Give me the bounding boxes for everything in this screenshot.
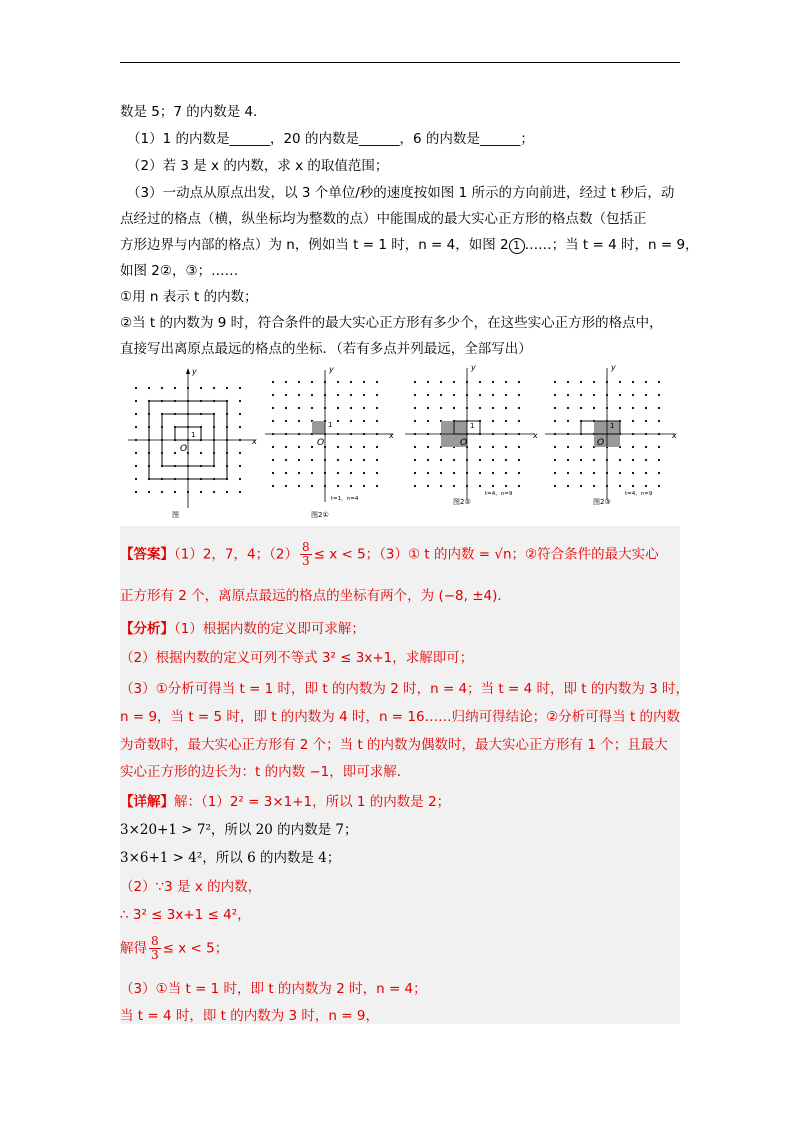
grid-dot (453, 407, 455, 409)
question-1: （1）1 的内数是______，20 的内数是______，6 的内数是______； (127, 131, 534, 147)
fraction-denominator: 3 (301, 554, 310, 568)
analysis-line-4: n = 9，当 t = 5 时，即 t 的内数为 4 时，n = 16……归纳可得结论；②分析可得当 t 的内数 (120, 709, 681, 725)
grid-dot (580, 394, 582, 396)
grid-dot (174, 452, 176, 454)
fraction-8-3 (300, 541, 312, 568)
analysis-text-1: （1）根据内数的定义即可求解； (174, 621, 365, 637)
figure-3 (405, 363, 538, 506)
fig2-param-label: t=1，n=4 (331, 496, 359, 502)
shaded-square (312, 421, 325, 434)
grid-dot (658, 381, 660, 383)
grid-dot (311, 381, 313, 383)
grid-dot (285, 420, 287, 422)
grid-dot (554, 381, 556, 383)
grid-dot (239, 491, 241, 493)
fig3-x-label: x (533, 431, 538, 440)
grid-dot (492, 420, 494, 422)
grid-dot (479, 485, 481, 487)
fig3-one-label: 1 (470, 422, 475, 430)
grid-dot (440, 381, 442, 383)
fraction-numerator: 8 (301, 540, 310, 554)
grid-dot (135, 478, 137, 480)
grid-dot (427, 407, 429, 409)
grid-dot (440, 472, 442, 474)
grid-dot (619, 472, 621, 474)
grid-dot (619, 394, 621, 396)
header-rule (120, 62, 680, 63)
grid-dot (645, 394, 647, 396)
grid-dot (593, 394, 595, 396)
grid-dot (658, 446, 660, 448)
figures-panel (120, 362, 680, 522)
grid-dot (213, 491, 215, 493)
grid-dot (440, 485, 442, 487)
grid-dot (272, 394, 274, 396)
grid-dot (226, 387, 228, 389)
grid-dot (427, 381, 429, 383)
grid-dot (440, 407, 442, 409)
grid-dot (632, 394, 634, 396)
fig3-param-label: t=4，n=9 (485, 491, 513, 497)
fig1-origin-label: O (180, 444, 188, 454)
grid-dot (492, 472, 494, 474)
grid-dot (200, 387, 202, 389)
grid-dot (311, 446, 313, 448)
grid-dot (414, 394, 416, 396)
grid-dot (174, 491, 176, 493)
grid-dot (239, 387, 241, 389)
fig2-y-label: y (329, 365, 334, 374)
grid-dot (554, 472, 556, 474)
answer-part-1-rest: ≤ x < 5；（3）① t 的内数 = √n；②符合条件的最大实心 (313, 546, 659, 563)
grid-dot (492, 381, 494, 383)
grid-dot (440, 459, 442, 461)
fig2-caption: 图2① (311, 511, 329, 519)
grid-dot (427, 459, 429, 461)
grid-dot (376, 420, 378, 422)
detail-line-4: （2）∵3 是 x 的内数， (120, 879, 262, 895)
grid-dot (453, 381, 455, 383)
detail-line-5: ∴ 3² ≤ 3x+1 ≤ 4²， (120, 907, 251, 923)
grid-dot (272, 446, 274, 448)
question-3-line-b: 点经过的格点（横，纵坐标均为整数的点）中能围成的最大实心正方形的格点数（包括正 (120, 211, 647, 227)
grid-dot (453, 485, 455, 487)
grid-dot (518, 394, 520, 396)
grid-dot (285, 381, 287, 383)
grid-dot (350, 485, 352, 487)
question-3-part-2-cont: 直接写出离原点最远的格点的坐标．（若有多点并列最远，全部写出） (120, 341, 532, 357)
fig4-x-label: x (672, 431, 677, 440)
grid-dot (645, 459, 647, 461)
grid-dot (298, 394, 300, 396)
question-2: （2）若 3 是 x 的内数，求 x 的取值范围； (127, 158, 389, 174)
detail-line-3 (120, 846, 340, 866)
grid-dot (311, 472, 313, 474)
grid-dot (619, 459, 621, 461)
detail-text-1: 解：（1）2² = 3×1+1，所以 1 的内数是 2； (174, 794, 451, 810)
grid-dot (298, 407, 300, 409)
grid-dot (632, 446, 634, 448)
grid-dot (213, 387, 215, 389)
grid-dot (567, 381, 569, 383)
grid-dot (427, 420, 429, 422)
grid-dot (200, 491, 202, 493)
grid-dot (239, 413, 241, 415)
grid-dot (632, 485, 634, 487)
grid-dot (376, 446, 378, 448)
grid-dot (272, 485, 274, 487)
grid-dot (580, 407, 582, 409)
grid-dot (554, 446, 556, 448)
grid-dot (518, 381, 520, 383)
analysis-line-1 (120, 617, 365, 637)
grid-dot (518, 407, 520, 409)
grid-dot (239, 426, 241, 428)
grid-dot (645, 420, 647, 422)
grid-dot (479, 446, 481, 448)
grid-dot (567, 446, 569, 448)
grid-dot (363, 394, 365, 396)
grid-dot (226, 491, 228, 493)
fig3-origin-label: O (460, 438, 468, 448)
grid-dot (337, 394, 339, 396)
grid-dot (239, 478, 241, 480)
grid-dot (453, 472, 455, 474)
grid-dot (376, 485, 378, 487)
grid-dot (619, 381, 621, 383)
grid-dot (658, 459, 660, 461)
grid-dot (285, 472, 287, 474)
grid-dot (658, 472, 660, 474)
grid-dot (350, 420, 352, 422)
grid-dot (350, 446, 352, 448)
grid-dot (311, 459, 313, 461)
grid-dot (337, 381, 339, 383)
grid-dot (632, 381, 634, 383)
grid-dot (337, 459, 339, 461)
grid-dot (337, 420, 339, 422)
grid-dot (593, 459, 595, 461)
analysis-line-3: （3）①分析可得当 t = 1 时，即 t 的内数为 2 时，n = 4；当 t = 4 时，即 t 的内数为 3 时， (120, 681, 690, 697)
grid-dot (567, 459, 569, 461)
grid-dot (414, 459, 416, 461)
problem-line-1: 数是 5；7 的内数是 4． (120, 104, 267, 120)
grid-dot (580, 472, 582, 474)
grid-dot (645, 485, 647, 487)
figure-4 (545, 363, 677, 506)
fig2-one-label: 1 (328, 421, 333, 429)
grid-dot (376, 394, 378, 396)
grid-dot (580, 485, 582, 487)
grid-dot (580, 459, 582, 461)
detail-text-3: 3×6+1 > 4²，所以 6 的内数是 4； (120, 850, 341, 866)
grid-dot (658, 407, 660, 409)
grid-dot (272, 459, 274, 461)
grid-dot (414, 472, 416, 474)
grid-dot (554, 485, 556, 487)
question-3-line-c (120, 233, 699, 254)
grid-dot (148, 387, 150, 389)
grid-dot (492, 485, 494, 487)
grid-dot (239, 452, 241, 454)
fig1-y-label: y (192, 367, 197, 376)
fig3-y-label: y (471, 363, 476, 372)
analysis-line-6: 实心正方形的边长为：t 的内数 −1，即可求解． (120, 764, 411, 780)
grid-dot (567, 394, 569, 396)
question-3-line-c-pre: 方形边界与内部的格点）为 n，例如当 t = 1 时，n = 4，如图 2 (120, 237, 509, 253)
grid-dot (505, 485, 507, 487)
detail-line-6 (120, 935, 228, 962)
grid-dot (135, 452, 137, 454)
grid-dot (632, 407, 634, 409)
grid-dot (492, 446, 494, 448)
grid-dot (135, 413, 137, 415)
grid-dot (427, 485, 429, 487)
grid-dot (363, 472, 365, 474)
grid-dot (645, 446, 647, 448)
grid-dot (298, 381, 300, 383)
grid-dot (285, 459, 287, 461)
grid-dot (479, 394, 481, 396)
grid-dot (554, 407, 556, 409)
detail-line-2 (120, 818, 358, 838)
grid-dot (505, 407, 507, 409)
grid-dot (285, 394, 287, 396)
grid-dot (479, 472, 481, 474)
question-3-line-d: 如图 2②，③；…… (120, 263, 239, 279)
grid-dot (492, 407, 494, 409)
grid-dot (363, 485, 365, 487)
fig1-x-label: x (252, 437, 257, 446)
grid-dot (554, 394, 556, 396)
question-3-part-1: ①用 n 表示 t 的内数； (120, 289, 258, 305)
question-3-line-c-post: ……；当 t = 4 时，n = 9， (524, 237, 699, 253)
fig4-param-label: t=4，n=9 (625, 491, 653, 497)
grid-dot (440, 394, 442, 396)
grid-dot (135, 426, 137, 428)
grid-dot (350, 459, 352, 461)
grid-dot (619, 407, 621, 409)
fig2-x-label: x (389, 431, 394, 440)
analysis-tag: 【分析】 (120, 621, 174, 637)
answer-tag: 【答案】 (120, 546, 174, 563)
analysis-line-2: （2）根据内数的定义可列不等式 3² ≤ 3x+1，求解即可； (120, 650, 474, 666)
grid-dot (200, 452, 202, 454)
fig1-caption: 图 (172, 511, 179, 519)
grid-dot (505, 472, 507, 474)
grid-dot (376, 459, 378, 461)
grid-dot (593, 485, 595, 487)
grid-dot (363, 446, 365, 448)
grid-dot (376, 381, 378, 383)
grid-dot (239, 400, 241, 402)
grid-dot (645, 472, 647, 474)
grid-dot (505, 394, 507, 396)
detail-tag: 【详解】 (120, 794, 174, 810)
fig4-y-label: y (611, 363, 616, 372)
grid-dot (505, 459, 507, 461)
grid-dot (567, 485, 569, 487)
grid-dot (285, 485, 287, 487)
grid-dot (285, 407, 287, 409)
grid-dot (298, 472, 300, 474)
grid-dot (337, 472, 339, 474)
fig4-one-label: 1 (610, 422, 615, 430)
grid-dot (479, 407, 481, 409)
grid-dot (414, 381, 416, 383)
answer-part-1: （1）2，7，4；（2） (174, 546, 298, 563)
grid-dot (148, 491, 150, 493)
fig4-caption: 图2③ (593, 498, 611, 506)
grid-dot (337, 407, 339, 409)
grid-dot (479, 381, 481, 383)
grid-dot (632, 459, 634, 461)
grid-dot (363, 459, 365, 461)
grid-dot (298, 459, 300, 461)
grid-dot (567, 472, 569, 474)
answer-line-1 (120, 541, 659, 568)
grid-dot (135, 491, 137, 493)
grid-dot (376, 407, 378, 409)
question-3-part-2: ②当 t 的内数为 9 时，符合条件的最大实心正方形有多少个，在这些实心正方形的格点中， (120, 315, 663, 331)
grid-dot (479, 459, 481, 461)
grid-dot (350, 381, 352, 383)
grid-dot (414, 420, 416, 422)
grid-dot (518, 446, 520, 448)
fraction-8-3-detail (149, 935, 161, 962)
grid-dot (658, 485, 660, 487)
fig1-one-label: 1 (191, 431, 196, 439)
grid-dot (239, 465, 241, 467)
grid-dot (350, 472, 352, 474)
grid-dot (135, 400, 137, 402)
grid-dot (453, 394, 455, 396)
grid-dot (567, 420, 569, 422)
figure-2 (265, 365, 394, 519)
grid-dot (285, 446, 287, 448)
detail-line-1 (120, 790, 450, 810)
grid-dot (593, 407, 595, 409)
grid-dot (311, 485, 313, 487)
grid-dot (505, 446, 507, 448)
grid-dot (505, 381, 507, 383)
grid-dot (632, 472, 634, 474)
grid-dot (135, 465, 137, 467)
grid-dot (645, 381, 647, 383)
y-arrow-icon (186, 368, 190, 374)
grid-dot (518, 459, 520, 461)
grid-dot (554, 459, 556, 461)
grid-dot (363, 407, 365, 409)
fraction-denominator: 3 (151, 948, 159, 962)
grid-dot (272, 381, 274, 383)
grid-dot (298, 420, 300, 422)
detail-line-8: 当 t = 4 时，即 t 的内数为 3 时，n = 9， (120, 1008, 379, 1024)
grid-dot (427, 472, 429, 474)
grid-dot (350, 407, 352, 409)
fig3-caption: 图2② (453, 498, 471, 506)
grid-dot (492, 394, 494, 396)
grid-dot (337, 446, 339, 448)
grid-dot (174, 387, 176, 389)
grid-dot (645, 407, 647, 409)
grid-dot (518, 485, 520, 487)
grid-dot (135, 387, 137, 389)
fraction-numerator: 8 (151, 934, 159, 948)
grid-dot (350, 394, 352, 396)
grid-dot (414, 407, 416, 409)
figure-1 (128, 367, 257, 519)
grid-dot (298, 446, 300, 448)
grid-dot (363, 420, 365, 422)
answer-line-2: 正方形有 2 个，离原点最远的格点的坐标有两个，为 (−8, ±4)． (120, 588, 511, 604)
grid-dot (658, 394, 660, 396)
grid-dot (161, 491, 163, 493)
grid-dot (427, 394, 429, 396)
detail-line-7: （3）①当 t = 1 时，即 t 的内数为 2 时，n = 4； (120, 981, 427, 997)
grid-dot (272, 420, 274, 422)
grid-dot (580, 381, 582, 383)
analysis-line-5: 为奇数时，最大实心正方形有 2 个；当 t 的内数为偶数时，最大实心正方形有 1 个；且最大 (120, 737, 668, 753)
detail-text-6-post: ≤ x < 5； (162, 940, 229, 957)
grid-dot (492, 459, 494, 461)
grid-dot (518, 472, 520, 474)
grid-dot (311, 394, 313, 396)
grid-dot (272, 407, 274, 409)
grid-dot (311, 407, 313, 409)
detail-text-2: 3×20+1 > 7²，所以 20 的内数是 7； (120, 822, 358, 838)
fig2-origin-label: O (317, 438, 325, 448)
grid-dot (632, 420, 634, 422)
grid-dot (376, 472, 378, 474)
fig4-origin-label: O (597, 438, 605, 448)
grid-dot (580, 446, 582, 448)
grid-dot (453, 459, 455, 461)
grid-dot (337, 485, 339, 487)
grid-dot (414, 446, 416, 448)
grid-dot (593, 472, 595, 474)
grid-dot (593, 381, 595, 383)
grid-dot (272, 472, 274, 474)
grid-dot (363, 381, 365, 383)
grid-dot (505, 420, 507, 422)
grid-dot (518, 420, 520, 422)
grid-dot (567, 407, 569, 409)
grid-dot (619, 485, 621, 487)
grid-dot (414, 485, 416, 487)
grid-dot (298, 485, 300, 487)
question-3-line-a: （3）一动点从原点出发，以 3 个单位/秒的速度按如图 1 所示的方向前进，经过 t 秒后，动 (127, 185, 675, 201)
grid-dot (554, 420, 556, 422)
detail-text-6-pre: 解得 (120, 940, 147, 957)
grid-dot (658, 420, 660, 422)
circled-one-icon: 1 (509, 238, 525, 254)
grid-dot (161, 387, 163, 389)
grid-dot (427, 446, 429, 448)
